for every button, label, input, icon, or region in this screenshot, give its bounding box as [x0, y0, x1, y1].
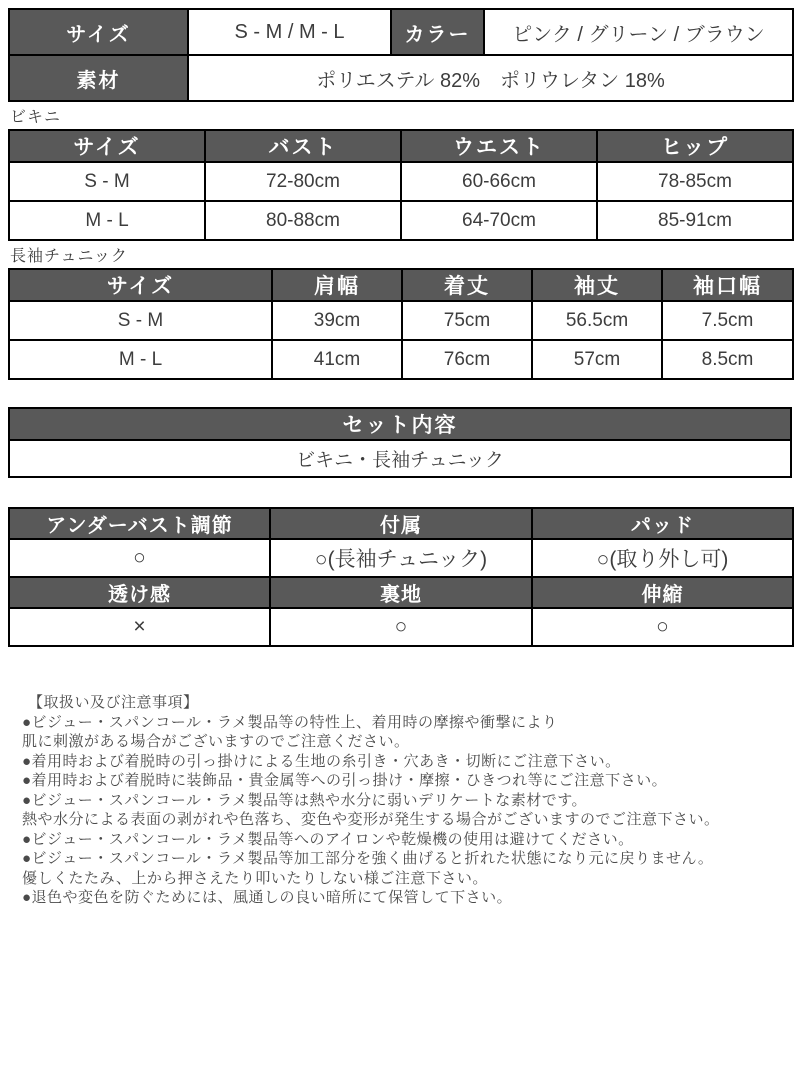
- bikini-size-table: [8, 129, 794, 241]
- table-row: [9, 201, 793, 240]
- handling-note-line: ●ビジュー・スパンコール・ラメ製品等の特性上、着用時の摩擦や衝撃により: [22, 713, 558, 731]
- size-label-cell: サイズ: [9, 9, 188, 55]
- tunic-header-shoulder: 肩幅: [272, 269, 402, 301]
- sheerness-header: 透け感: [9, 577, 270, 608]
- pad-value: ○(取り外し可): [532, 539, 793, 577]
- tunic-header-cuff: 袖口幅: [662, 269, 793, 301]
- accessory-header: 付属: [270, 508, 532, 539]
- tunic-sm-sleeve: 56.5cm: [532, 301, 662, 340]
- lining-header: 裏地: [270, 577, 532, 608]
- table-row: [9, 162, 793, 201]
- set-contents-table: [8, 407, 792, 478]
- bikini-header-bust: バスト: [205, 130, 401, 162]
- bikini-header-size: サイズ: [9, 130, 205, 162]
- size-value-cell: S - M / M - L: [188, 9, 391, 55]
- bikini-ml-waist: 64-70cm: [401, 201, 597, 240]
- color-label-cell: カラー: [391, 9, 484, 55]
- underbust-adjust-header: アンダーバスト調節: [9, 508, 270, 539]
- bikini-ml-size: M - L: [9, 201, 205, 240]
- handling-note-line: ●退色や変色を防ぐためには、風通しの良い暗所にて保管して下さい。: [22, 889, 513, 906]
- bikini-header-waist: ウエスト: [401, 130, 597, 162]
- tunic-ml-sleeve: 57cm: [532, 340, 662, 379]
- set-contents-header: セット内容: [9, 408, 791, 440]
- stretch-value: ○: [532, 608, 793, 646]
- sheerness-value: ×: [9, 608, 270, 646]
- table-row: [9, 340, 793, 379]
- bikini-sm-size: S - M: [9, 162, 205, 201]
- tunic-header-size: サイズ: [9, 269, 272, 301]
- handling-notes: [8, 693, 792, 908]
- handling-note-line: 優しくたたみ、上から押さえたり叩いたりしない様ご注意下さい。: [22, 869, 488, 887]
- features-value-row-1: [9, 539, 793, 577]
- bikini-sm-hip: 78-85cm: [597, 162, 793, 201]
- features-table: [8, 507, 794, 647]
- spec-row-material: [9, 55, 793, 101]
- tunic-sm-cuff: 7.5cm: [662, 301, 793, 340]
- tunic-header-sleeve: 袖丈: [532, 269, 662, 301]
- color-value-cell: ピンク / グリーン / ブラウン: [484, 9, 793, 55]
- features-header-row-1: [9, 508, 793, 539]
- accessory-value: ○(長袖チュニック): [270, 539, 532, 577]
- lining-value: ○: [270, 608, 532, 646]
- tunic-size-table: [8, 268, 794, 380]
- bikini-header-row: [9, 130, 793, 162]
- spec-table: [8, 8, 794, 102]
- tunic-sm-size: S - M: [9, 301, 272, 340]
- set-contents-value: ビキニ・長袖チュニック: [9, 440, 791, 477]
- features-value-row-2: [9, 608, 793, 646]
- tunic-sm-length: 75cm: [402, 301, 532, 340]
- stretch-header: 伸縮: [532, 577, 793, 608]
- bikini-ml-bust: 80-88cm: [205, 201, 401, 240]
- material-value-cell: ポリエステル 82% ポリウレタン 18%: [188, 55, 793, 101]
- tunic-header-length: 着丈: [402, 269, 532, 301]
- tunic-ml-size: M - L: [9, 340, 272, 379]
- bikini-ml-hip: 85-91cm: [597, 201, 793, 240]
- tunic-sm-shoulder: 39cm: [272, 301, 402, 340]
- handling-note-line: ●ビジュー・スパンコール・ラメ製品等は熱や水分に弱いデリケートな素材です。: [22, 791, 588, 809]
- set-contents-header-row: [9, 408, 791, 440]
- bikini-sm-waist: 60-66cm: [401, 162, 597, 201]
- handling-note-line: 肌に刺激がある場合がございますのでご注意ください。: [22, 733, 410, 750]
- handling-note-line: ●着用時および着脱時に装飾品・貴金属等への引っ掛け・摩擦・ひきつれ等にご注意下さい。: [22, 772, 668, 789]
- tunic-caption: 長袖チュニック: [10, 248, 128, 265]
- handling-notes-title: 【取扱い及び注意事項】: [28, 694, 199, 711]
- tunic-header-row: [9, 269, 793, 301]
- material-label-cell: 素材: [9, 55, 188, 101]
- handling-note-line: ●ビジュー・スパンコール・ラメ製品等へのアイロンや乾燥機の使用は避けてください。: [22, 830, 634, 848]
- spec-row-size-color: [9, 9, 793, 55]
- table-row: [9, 301, 793, 340]
- underbust-adjust-value: ○: [9, 539, 270, 577]
- bikini-header-hip: ヒップ: [597, 130, 793, 162]
- handling-note-line: 熱や水分による表面の剥がれや色落ち、変色や変形が発生する場合がございますのでご注意下さい。: [22, 811, 720, 828]
- bikini-caption: ビキニ: [10, 109, 62, 126]
- tunic-ml-cuff: 8.5cm: [662, 340, 793, 379]
- handling-note-line: ●着用時および着脱時の引っ掛けによる生地の糸引き・穴あき・切断にご注意下さい。: [22, 752, 621, 770]
- bikini-sm-bust: 72-80cm: [205, 162, 401, 201]
- tunic-ml-shoulder: 41cm: [272, 340, 402, 379]
- features-header-row-2: [9, 577, 793, 608]
- tunic-ml-length: 76cm: [402, 340, 532, 379]
- set-contents-value-row: [9, 440, 791, 477]
- handling-note-line: ●ビジュー・スパンコール・ラメ製品等加工部分を強く曲げると折れた状態になり元に戻りません。: [22, 850, 714, 867]
- pad-header: パッド: [532, 508, 793, 539]
